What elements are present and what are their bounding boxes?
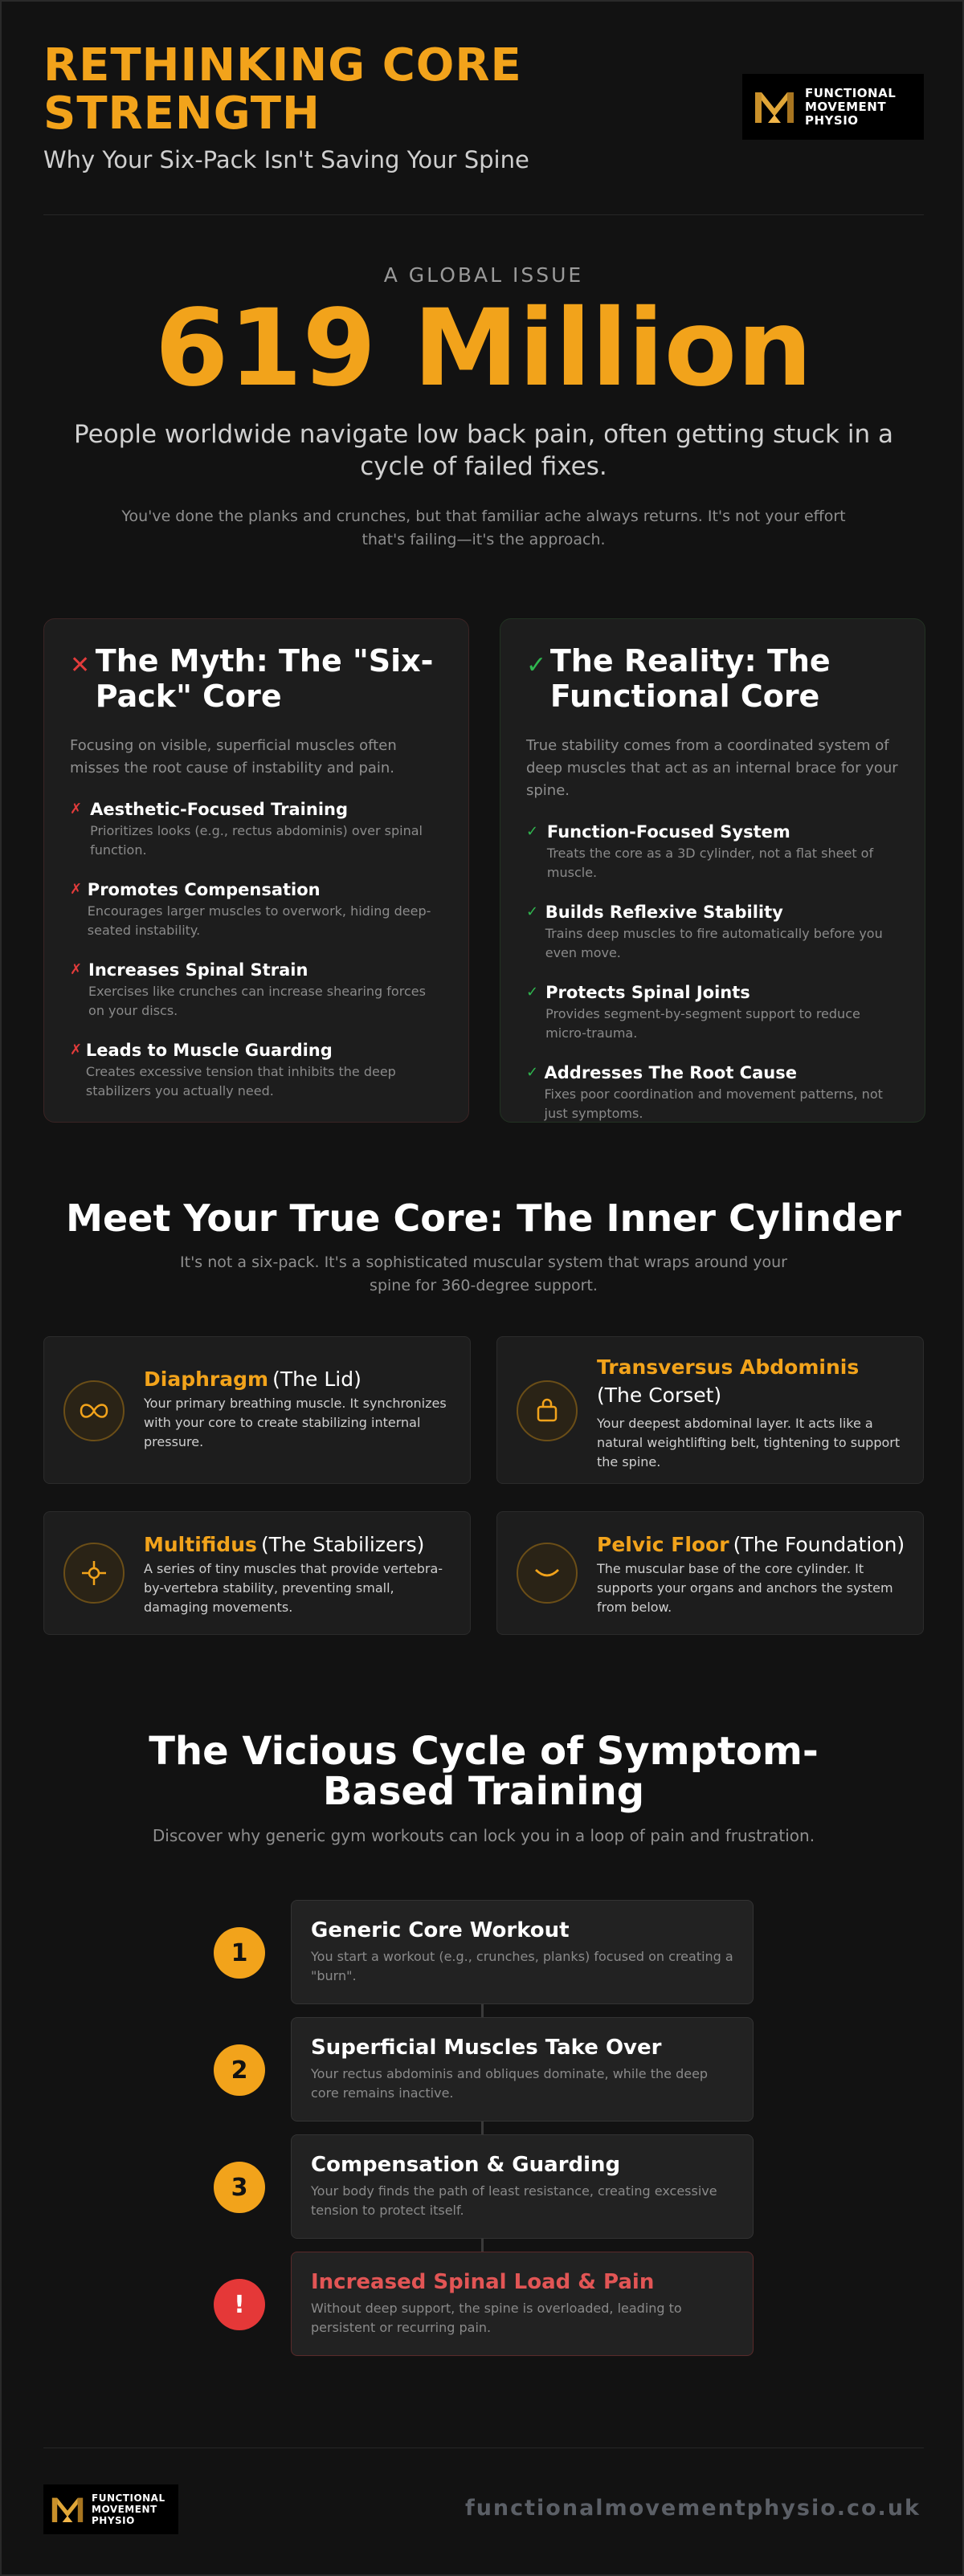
- point-title: Protects Spinal Joints: [545, 983, 750, 1002]
- brand-mark-icon: [750, 83, 799, 131]
- cycle-subtitle: Discover why generic gym workouts can lock you in a loop of pain and frustration.: [152, 1826, 815, 1845]
- muscle-desc: A series of tiny muscles that provide vertebra-by-vertebra stability, preventing small, damaging movements.: [144, 1561, 443, 1615]
- page-header: [43, 39, 924, 215]
- muscle-text: [144, 1533, 452, 1617]
- page-title: RETHINKING CORE STRENGTH: [43, 39, 522, 140]
- step-desc: Your rectus abdominis and obliques dominate, while the deep core remains inactive.: [311, 2066, 709, 2101]
- reality-header: [526, 643, 899, 714]
- muscle-text: [597, 1533, 905, 1617]
- point-title: Aesthetic-Focused Training: [90, 800, 349, 819]
- step-title: Increased Spinal Load & Pain: [311, 2270, 655, 2294]
- reality-point: [526, 1062, 899, 1123]
- cross-mark-icon: ✗: [70, 881, 83, 898]
- myth-point: [70, 879, 443, 940]
- muscle-desc: Your primary breathing muscle. It synchronizes with your core to create stabilizing internal pressure.: [144, 1396, 447, 1449]
- muscle-role: (The Lid): [272, 1367, 362, 1391]
- logo-text: [805, 87, 896, 128]
- point-desc: Fixes poor coordination and movement patterns, not just symptoms.: [544, 1086, 883, 1121]
- logo-line: FUNCTIONAL: [805, 85, 897, 100]
- logo-text: [92, 2492, 165, 2526]
- muscle-desc: Your deepest abdominal layer. It acts like a natural weightlifting belt, tightening to support the spine.: [597, 1416, 901, 1469]
- point-title: Builds Reflexive Stability: [545, 903, 783, 922]
- myth-point: [70, 960, 443, 1021]
- check-mark-icon: ✓: [526, 903, 539, 920]
- inner-cylinder-title: Meet Your True Core: The Inner Cylinder: [66, 1196, 901, 1240]
- brand-logo: [742, 74, 924, 140]
- stat-number: 619 Million: [154, 287, 813, 410]
- step-title: Generic Core Workout: [311, 1918, 570, 1942]
- point-desc: Creates excessive tension that inhibits the deep stabilizers you actually need.: [85, 1064, 396, 1098]
- reality-point: [526, 821, 899, 882]
- logo-line: MOVEMENT: [805, 99, 887, 114]
- stat-body: You've done the planks and crunches, but that familiar ache always returns. It's not your effort that's failing—it's the approach.: [121, 507, 846, 548]
- hammock-icon: [517, 1543, 578, 1604]
- cross-mark-icon: ✗: [70, 1041, 83, 1058]
- muscle-name: Multifidus: [144, 1533, 257, 1556]
- point-desc: Treats the core as a 3D cylinder, not a flat sheet of muscle.: [546, 846, 874, 880]
- step-title: Superficial Muscles Take Over: [311, 2036, 662, 2060]
- point-desc: Trains deep muscles to fire automatically before you even move.: [545, 926, 883, 960]
- stat-lead: People worldwide navigate low back pain, often getting stuck in a cycle of failed fixes.: [74, 420, 893, 481]
- point-title: Increases Spinal Strain: [88, 960, 308, 980]
- reality-title: The Reality: The Functional Core: [549, 643, 831, 714]
- myth-header: [70, 643, 443, 714]
- inner-cylinder-subtitle: It's not a six-pack. It's a sophisticated muscular system that wraps around your spine for 360-degree support.: [180, 1253, 787, 1294]
- myth-point: [70, 1040, 443, 1101]
- point-title: Promotes Compensation: [87, 880, 321, 899]
- step-desc: Your body finds the path of least resistance, creating excessive tension to protect itself.: [311, 2183, 717, 2218]
- reality-card: [500, 618, 925, 1123]
- cycle-title: The Vicious Cycle of Symptom-Based Training: [149, 1729, 819, 1814]
- muscle-desc: The muscular base of the core cylinder. It supports your organs and anchors the system from below.: [597, 1561, 893, 1615]
- muscle-card-diaphragm: [43, 1336, 471, 1484]
- point-desc: Provides segment-by-segment support to reduce micro-trauma.: [545, 1006, 860, 1041]
- check-mark-icon: ✓: [526, 1064, 539, 1081]
- point-desc: Prioritizes looks (e.g., rectus abdominis) over spinal function.: [90, 823, 423, 858]
- myth-point: [70, 799, 443, 860]
- website-url: functionalmovementphysio.co.uk: [464, 2496, 921, 2521]
- point-desc: Encourages larger muscles to overwork, hiding deep-seated instability.: [87, 903, 431, 938]
- warning-icon: !: [214, 2279, 265, 2330]
- crosshair-icon: [63, 1543, 125, 1604]
- muscle-card-multifidus: [43, 1511, 471, 1635]
- cross-mark-icon: ✗: [70, 801, 83, 817]
- cycle-step: [291, 2017, 754, 2122]
- point-desc: Exercises like crunches can increase shearing forces on your discs.: [88, 984, 426, 1018]
- logo-line: PHYSIO: [92, 2515, 135, 2526]
- reality-intro: True stability comes from a coordinated system of deep muscles that act as an internal brace for your spine.: [526, 737, 898, 799]
- reality-point: [526, 982, 899, 1043]
- muscle-role: (The Corset): [597, 1384, 722, 1407]
- myth-title: The Myth: The "Six-Pack" Core: [95, 643, 434, 714]
- logo-line: MOVEMENT: [92, 2504, 157, 2515]
- belt-icon: [517, 1380, 578, 1441]
- step-desc: Without deep support, the spine is overloaded, leading to persistent or recurring pain.: [311, 2301, 682, 2335]
- lungs-icon: [63, 1380, 125, 1441]
- check-mark-icon: ✓: [526, 984, 539, 1001]
- step-desc: You start a workout (e.g., crunches, planks) focused on creating a "burn".: [311, 1949, 733, 1983]
- cycle-step: [291, 1900, 754, 2004]
- myth-intro: Focusing on visible, superficial muscles often misses the root cause of instability and pain.: [70, 737, 397, 776]
- brand-mark-icon: [48, 2490, 87, 2529]
- global-stat: [43, 263, 924, 552]
- check-mark-icon: ✓: [526, 823, 539, 840]
- muscle-role: (The Stabilizers): [260, 1533, 425, 1556]
- muscle-name: Pelvic Floor: [597, 1533, 729, 1556]
- step-number: 3: [214, 2162, 265, 2213]
- step-number: 2: [214, 2044, 265, 2096]
- step-title: Compensation & Guarding: [311, 2153, 621, 2177]
- logo-line: FUNCTIONAL: [92, 2492, 165, 2504]
- muscle-card-transversus: [496, 1336, 924, 1484]
- cycle-step: [291, 2134, 754, 2239]
- muscle-text: [597, 1355, 905, 1472]
- muscle-name: Transversus Abdominis: [597, 1355, 860, 1379]
- footer-logo: [43, 2484, 178, 2534]
- check-icon: ✓: [526, 651, 547, 679]
- muscle-text: [144, 1367, 452, 1452]
- cycle-step-alert: [291, 2252, 754, 2356]
- muscle-role: (The Foundation): [733, 1533, 905, 1556]
- muscle-card-pelvic-floor: [496, 1511, 924, 1635]
- point-title: Addresses The Root Cause: [544, 1063, 797, 1082]
- cross-icon: ✕: [70, 651, 91, 679]
- myth-card: [43, 618, 469, 1123]
- page-subtitle: Why Your Six-Pack Isn't Saving Your Spine: [43, 146, 529, 173]
- logo-line: PHYSIO: [805, 112, 859, 128]
- stat-kicker: A GLOBAL ISSUE: [383, 263, 584, 287]
- point-title: Function-Focused System: [546, 822, 790, 842]
- point-title: Leads to Muscle Guarding: [85, 1041, 333, 1060]
- step-number: 1: [214, 1927, 265, 1979]
- cross-mark-icon: ✗: [70, 961, 83, 978]
- muscle-name: Diaphragm: [144, 1367, 269, 1391]
- reality-point: [526, 902, 899, 963]
